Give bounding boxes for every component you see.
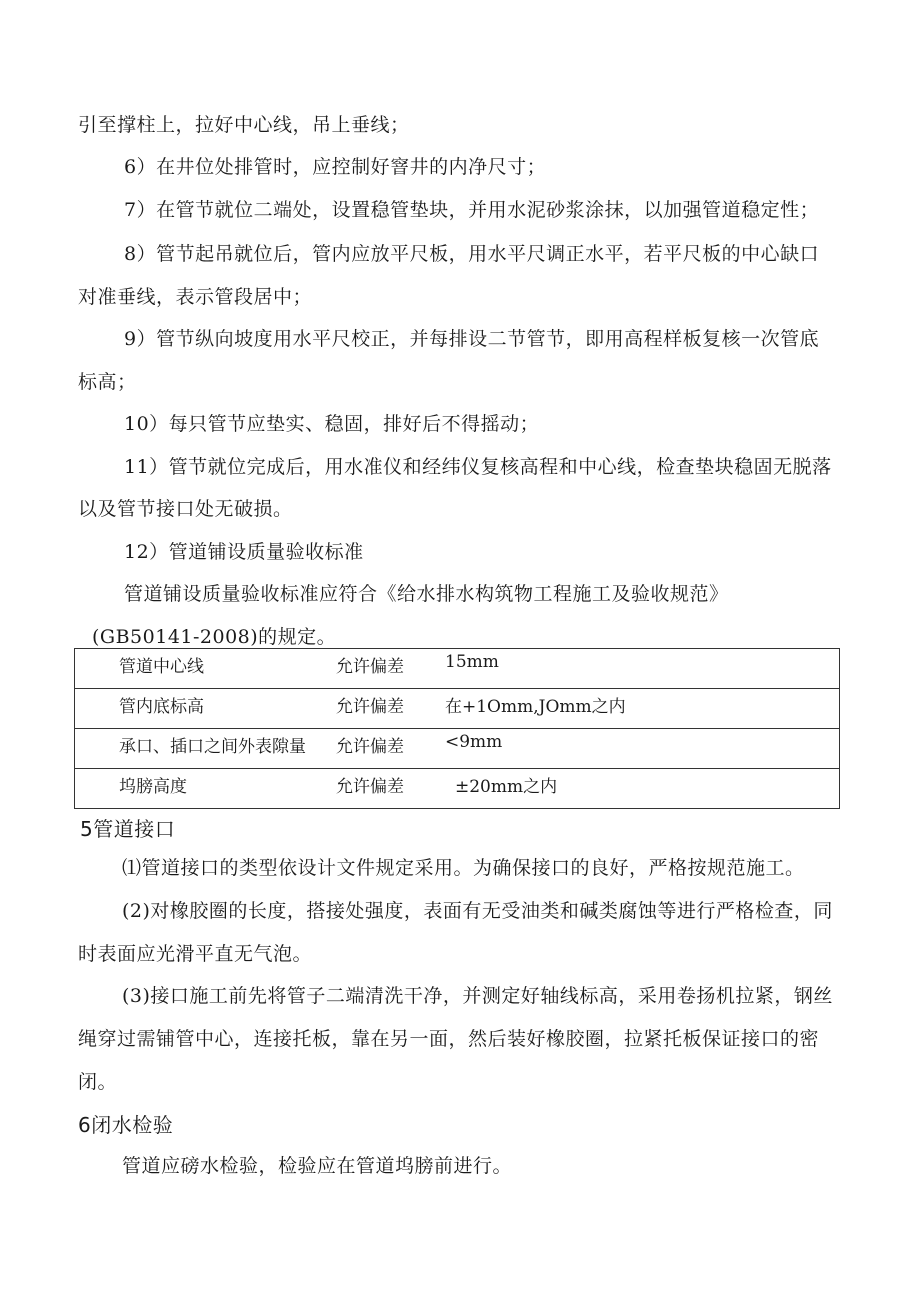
table-row	[75, 649, 840, 689]
table-cell-item: 坞膀高度	[119, 777, 187, 797]
paragraph-line: (GB50141-2008)的规定。	[92, 626, 337, 648]
paragraph-line: 标高；	[78, 371, 137, 393]
table-cell-item: 承口、插口之间外表隙量	[119, 737, 306, 757]
paragraph-line: 时表面应光滑平直无气泡。	[78, 943, 313, 965]
section-heading: 5管道接口	[80, 817, 176, 841]
paragraph-line: 闭。	[78, 1071, 118, 1093]
table-row	[75, 769, 840, 809]
section-heading: 6闭水检验	[78, 1113, 174, 1137]
paragraph-line: 绳穿过需铺管中心，连接托板，靠在另一面，然后装好橡胶圈，拉紧托板保证接口的密	[78, 1028, 820, 1050]
paragraph-line: (2)对橡胶圈的长度，搭接处强度，表面有无受油类和碱类腐蚀等进行严格检查，同	[122, 900, 833, 922]
table-cell-value: 15mm	[445, 652, 499, 672]
table-cell-type: 允许偏差	[336, 697, 404, 717]
table-cell-type: 允许偏差	[336, 777, 404, 797]
paragraph-line: 11）管节就位完成后，用水准仪和经纬仪复核高程和中心线，检查垫块稳固无脱落	[124, 456, 832, 478]
paragraph-line: 引至撑柱上，拉好中心线，吊上垂线；	[78, 114, 410, 136]
table-cell-value: <9mm	[445, 732, 503, 752]
paragraph-line: 9）管节纵向坡度用水平尺校正，并每排设二节管节，即用高程样板复核一次管底	[124, 328, 820, 350]
paragraph-line: 对准垂线，表示管段居中；	[78, 286, 313, 308]
table-cell-type: 允许偏差	[336, 657, 404, 677]
table-cell-value: 在+1Omm,JOmm之内	[445, 697, 626, 717]
paragraph-line: 管道铺设质量验收标准应符合《给水排水构筑物工程施工及验收规范》	[124, 583, 729, 605]
paragraph-line: (3)接口施工前先将管子二端清洗干净，并测定好轴线标高，采用卷扬机拉紧，钢丝	[122, 985, 833, 1007]
paragraph-line: 以及管节接口处无破损。	[78, 498, 293, 520]
table-cell-value: ±20mm之内	[455, 777, 558, 797]
table-row	[75, 689, 840, 729]
paragraph-line: 6）在井位处排管时，应控制好窨井的内净尺寸；	[124, 156, 547, 178]
table-cell-item: 管道中心线	[119, 657, 204, 677]
paragraph-line: 12）管道铺设质量验收标准	[124, 541, 364, 563]
paragraph-line: 7）在管节就位二端处，设置稳管垫块，并用水泥砂浆涂抹，以加强管道稳定性；	[124, 199, 820, 221]
table-cell-type: 允许偏差	[336, 737, 404, 757]
quality-standard-table	[74, 648, 840, 809]
paragraph-line: ⑴管道接口的类型依设计文件规定采用。为确保接口的良好，严格按规范施工。	[122, 857, 805, 879]
paragraph-line: 10）每只管节应垫实、稳固，排好后不得摇动；	[124, 413, 540, 435]
table-row	[75, 729, 840, 769]
paragraph-line: 管道应磅水检验，检验应在管道坞膀前进行。	[122, 1155, 513, 1177]
paragraph-line: 8）管节起吊就位后，管内应放平尺板，用水平尺调正水平，若平尺板的中心缺口	[124, 243, 820, 265]
table-cell-item: 管内底标高	[119, 697, 204, 717]
